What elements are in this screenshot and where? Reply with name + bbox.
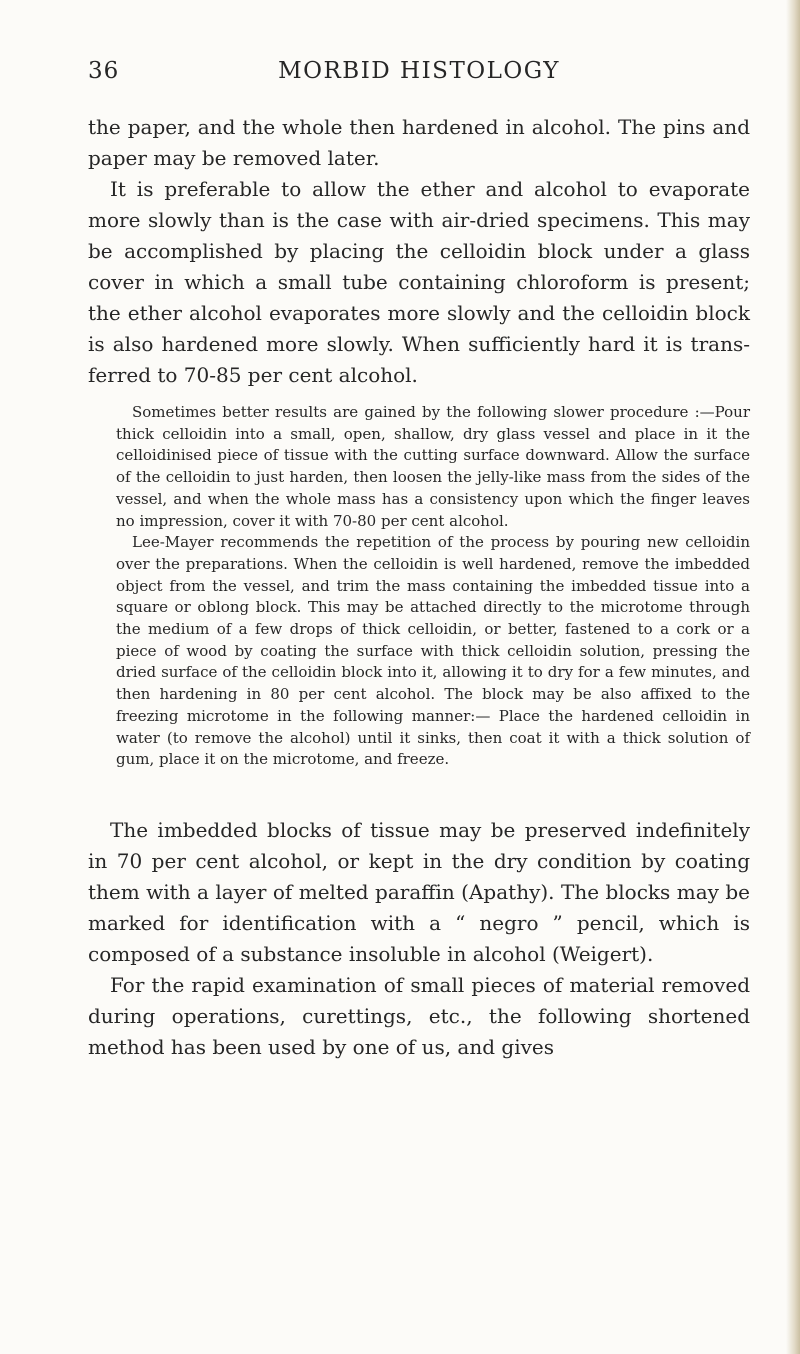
paragraph: It is preferable to allow the ether and alcohol to evaporate more slowly than is the case with air-dried specimens. This may be accomplished by placing the celloidin block under a glass cover in which a small tube containing chloroform is present; the ether alcohol evaporates more slowly and the celloidin block is also hardened more slowly. When sufficiently hard it is transferred to 70-85 per cent alcohol.: [88, 177, 750, 387]
body-section-2: [88, 815, 750, 1063]
page-edge-shadow: [786, 0, 800, 1354]
body-section-1: [88, 112, 750, 391]
running-title: MORBID HISTOLOGY: [278, 58, 560, 84]
small-print-section: [116, 402, 750, 771]
small-paragraph: Lee-Mayer recommends the repetition of the process by pouring new celloidin over the preparations. When the celloidin is well hardened, remove the imbedded object from the vessel, and trim the mass containing the imbedded tissue into a square or oblong block. This may be attached directly to the microtome through the medium of a few drops of thick celloidin, or better, fastened to a cork or a piece of wood by coating the surface with thick celloidin solution, pressing the dried surface of the celloidin block into it, allowing it to dry for a few minutes, and then hardening in 80 per cent alcohol. The block may be also affixed to the freezing microtome in the following manner:— Place the hardened celloidin in water (to remove the alcohol) until it sinks, then coat it with a thick solution of gum, place it on the microtome, and freeze.: [116, 533, 750, 769]
paragraph: For the rapid examination of small pieces of material removed during operations, curettings, etc., the following shortened method has been used by one of us, and gives: [88, 973, 750, 1059]
paragraph: the paper, and the whole then hardened in alcohol. The pins and paper may be removed later.: [88, 115, 750, 170]
page-header: [88, 58, 750, 94]
small-paragraph: Sometimes better results are gained by the following slower procedure :—Pour thick celloidin into a small, open, shallow, dry glass vessel and place in it the celloidinised piece of tissue with the cutting surface downward. Allow the surface of the celloidin to just harden, then loosen the jelly-like mass from the sides of the vessel, and when the whole mass has a consistency upon which the finger leaves no impression, cover it with 70-80 per cent alcohol.: [116, 403, 750, 530]
page-number: 36: [88, 58, 120, 84]
paragraph: The imbedded blocks of tissue may be preserved indefinitely in 70 per cent alcohol, or kept in the dry condition by coating them with a layer of melted paraffin (Apathy). The blocks may be marked for identification with a “ negro ” pencil, which is composed of a substance insoluble in alcohol (Weigert).: [88, 818, 750, 966]
